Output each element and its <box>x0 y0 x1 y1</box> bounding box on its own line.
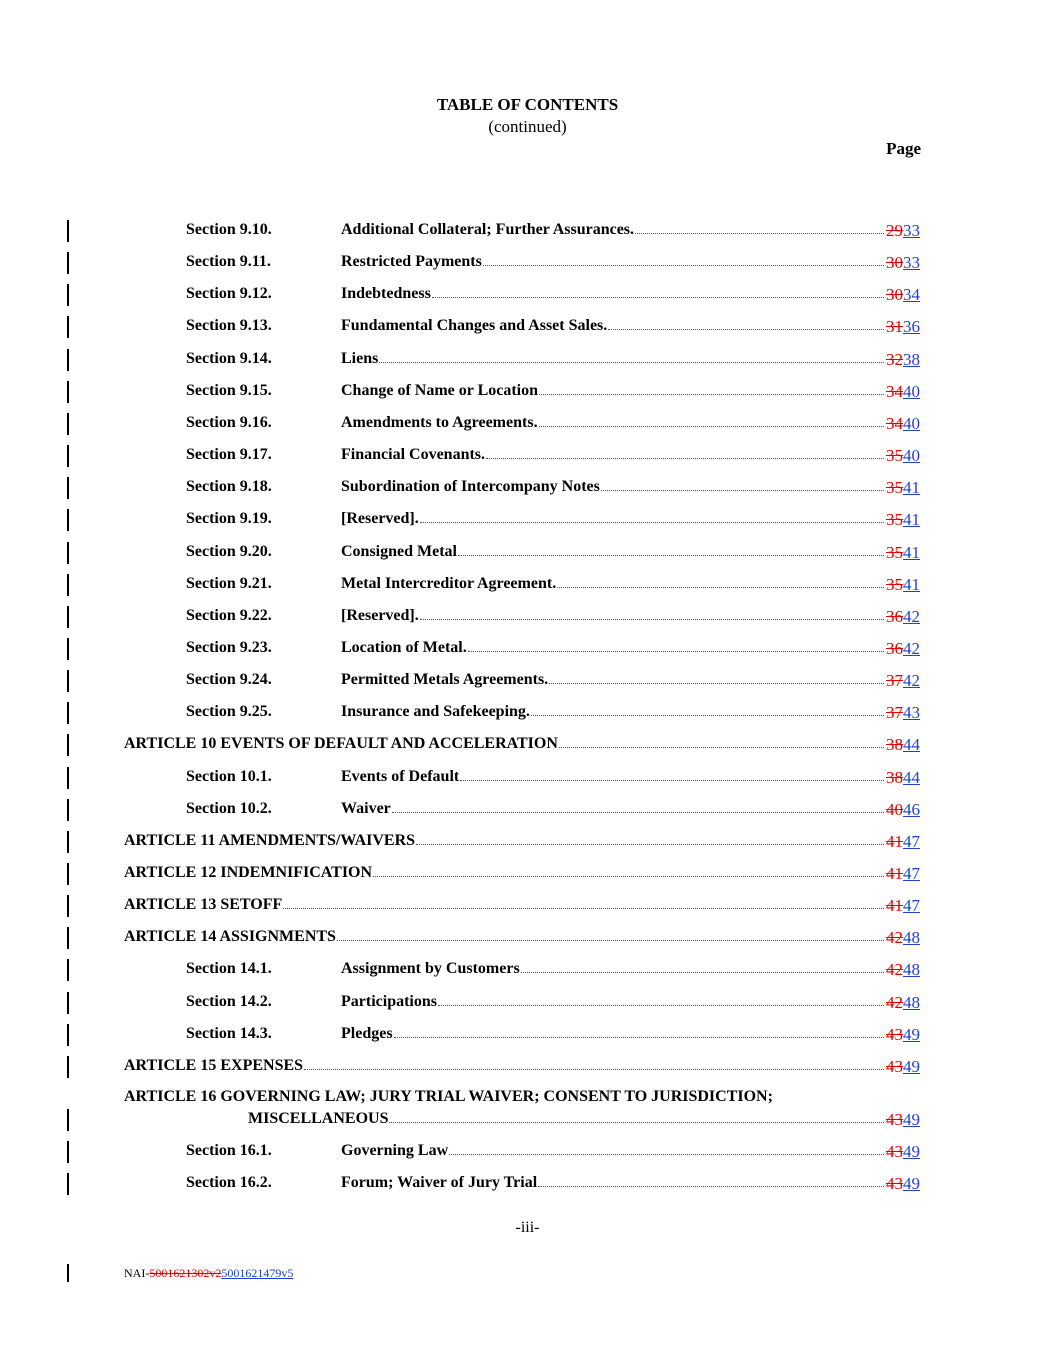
doc-id-old: 5001621302v2 <box>149 1266 222 1280</box>
toc-entry-article-16[interactable] <box>0 1110 1055 1134</box>
section-number: Section 9.17. <box>186 446 272 464</box>
section-title: Insurance and Safekeeping. <box>341 703 530 721</box>
dot-leader <box>373 875 884 877</box>
section-title: Participations <box>341 992 437 1010</box>
toc-entry-section[interactable] <box>0 607 1055 631</box>
page-new[interactable]: 49 <box>903 1142 920 1161</box>
change-bar <box>67 252 69 274</box>
change-bar <box>67 316 69 338</box>
section-title: Liens <box>341 349 379 367</box>
page-ref <box>886 639 920 659</box>
page-ref <box>886 960 920 980</box>
page-old: 43 <box>886 1024 903 1044</box>
dot-leader <box>283 907 884 909</box>
page-new[interactable]: 48 <box>903 992 920 1012</box>
toc-entry-section[interactable] <box>0 1142 1055 1166</box>
page-old: 35 <box>886 510 903 530</box>
page-ref <box>886 607 920 627</box>
page-old: 35 <box>886 542 903 562</box>
section-title: Forum; Waiver of Jury Trial <box>341 1174 538 1191</box>
dot-leader <box>521 971 884 973</box>
page-new[interactable]: 42 <box>903 606 920 626</box>
section-title: [Reserved]. <box>341 606 419 624</box>
section-number: Section 9.18. <box>186 478 272 496</box>
toc-entry-article[interactable] <box>0 1057 1055 1081</box>
page-old: 41 <box>886 896 903 916</box>
section-number: Section 9.25. <box>186 703 272 721</box>
dot-leader <box>389 1121 884 1123</box>
page-ref <box>886 768 920 788</box>
section-title: Pledges <box>341 1024 393 1042</box>
page-new[interactable]: 41 <box>903 478 920 498</box>
change-bar <box>67 767 69 789</box>
section-title: Waiver <box>341 799 391 817</box>
dot-leader <box>460 779 884 781</box>
page-old: 35 <box>886 478 903 498</box>
page-old: 36 <box>886 638 903 658</box>
page-old: 30 <box>886 285 903 305</box>
page-ref <box>886 1142 920 1162</box>
toc-entry-article[interactable] <box>0 832 1055 856</box>
toc-title: TABLE OF CONTENTS <box>436 95 619 114</box>
section-title: Subordination of Intercompany Notes <box>341 478 600 496</box>
document-id <box>124 1266 293 1281</box>
toc-entry-section[interactable] <box>0 1174 1055 1198</box>
doc-id-prefix: NAI- <box>124 1266 150 1280</box>
dot-leader <box>449 1153 884 1155</box>
change-bar <box>67 959 69 981</box>
section-title: Events of Default <box>341 767 460 785</box>
section-number: Section 9.16. <box>186 413 272 431</box>
page-old: 43 <box>886 1142 903 1161</box>
section-title: Indebtedness <box>341 285 431 303</box>
page-new[interactable]: 47 <box>903 831 920 851</box>
section-number: Section 9.10. <box>186 221 272 238</box>
change-bar <box>67 1056 69 1078</box>
section-title: Governing Law <box>341 1142 449 1159</box>
dot-leader <box>608 328 884 330</box>
toc-entry-section[interactable] <box>0 414 1055 438</box>
toc-entry-section[interactable] <box>0 253 1055 277</box>
toc-entry-article[interactable] <box>0 864 1055 888</box>
toc-entry-section[interactable] <box>0 382 1055 406</box>
dot-leader <box>416 843 884 845</box>
section-title: Permitted Metals Agreements. <box>341 671 549 689</box>
page-old: 37 <box>886 703 903 723</box>
dot-leader <box>538 1185 884 1187</box>
page-new[interactable]: 44 <box>903 735 920 755</box>
page-ref <box>886 703 920 723</box>
toc-entry-section[interactable] <box>0 993 1055 1017</box>
page-ref <box>886 832 920 852</box>
change-bar <box>67 638 69 660</box>
page-ref <box>886 382 920 402</box>
section-title: Change of Name or Location <box>341 381 539 399</box>
page-new[interactable]: 40 <box>903 446 920 466</box>
change-bar <box>67 1173 69 1195</box>
section-number: Section 14.3. <box>186 1024 272 1042</box>
dot-leader <box>549 682 884 684</box>
article-title: ARTICLE 13 SETOFF <box>124 896 283 914</box>
change-bar <box>67 799 69 821</box>
page-ref <box>886 864 920 884</box>
change-bar <box>67 413 69 435</box>
toc-entry-section[interactable] <box>0 800 1055 824</box>
section-number: Section 10.2. <box>186 799 272 817</box>
page-new[interactable]: 44 <box>903 767 920 787</box>
section-number: Section 16.1. <box>186 1142 272 1159</box>
page-ref <box>886 896 920 916</box>
page-ref <box>886 221 920 241</box>
page-new[interactable]: 40 <box>903 413 920 433</box>
section-title: Location of Metal. <box>341 638 467 656</box>
page-old: 42 <box>886 960 903 980</box>
page-old: 34 <box>886 413 903 433</box>
dot-leader <box>635 232 884 234</box>
page-ref <box>886 1110 920 1130</box>
page-old: 38 <box>886 735 903 755</box>
page-old: 37 <box>886 671 903 691</box>
toc-entry-section[interactable] <box>0 703 1055 727</box>
page-column-label: Page <box>886 139 921 158</box>
section-title: [Reserved]. <box>341 510 419 528</box>
page-old: 41 <box>886 831 903 851</box>
toc-entry-article[interactable] <box>0 896 1055 920</box>
page-old: 35 <box>886 446 903 466</box>
section-number: Section 14.2. <box>186 992 272 1010</box>
change-bar <box>67 831 69 853</box>
toc-subtitle: (continued) <box>488 117 567 136</box>
page-new[interactable]: 41 <box>903 542 920 562</box>
page-ref <box>886 735 920 755</box>
toc-entry-section[interactable] <box>0 446 1055 470</box>
dot-leader <box>304 1068 884 1070</box>
page-old: 36 <box>886 606 903 626</box>
toc-entry-section[interactable] <box>0 317 1055 341</box>
page-new[interactable]: 41 <box>903 574 920 594</box>
article-title: ARTICLE 10 EVENTS OF DEFAULT AND ACCELERATION <box>124 735 558 753</box>
section-number: Section 9.14. <box>186 349 272 367</box>
dot-leader <box>458 554 884 556</box>
section-title: Additional Collateral; Further Assurances. <box>341 221 635 238</box>
section-number: Section 9.22. <box>186 606 272 624</box>
doc-id-new[interactable]: 5001621479v5 <box>221 1266 294 1280</box>
page-new[interactable]: 42 <box>903 671 920 691</box>
dot-leader <box>420 521 884 523</box>
page-new[interactable]: 47 <box>903 864 920 883</box>
page-new[interactable]: 40 <box>903 381 920 401</box>
dot-leader <box>559 746 884 748</box>
page-ref <box>886 575 920 595</box>
dot-leader <box>483 264 884 266</box>
page-new[interactable]: 43 <box>903 703 920 723</box>
change-bar <box>67 702 69 724</box>
dot-leader <box>379 361 884 363</box>
page-ref <box>886 317 920 337</box>
toc-entry-section[interactable] <box>0 510 1055 534</box>
page-new[interactable]: 46 <box>903 799 920 819</box>
section-number: Section 9.12. <box>186 285 272 303</box>
dot-leader <box>539 393 884 395</box>
page-ref <box>886 510 920 530</box>
change-bar <box>67 1264 69 1282</box>
page-new[interactable]: 48 <box>903 928 920 948</box>
change-bar <box>67 734 69 756</box>
dot-leader <box>468 650 884 652</box>
page-old: 43 <box>886 1174 903 1193</box>
toc-entry-section[interactable] <box>0 671 1055 695</box>
page-new[interactable]: 34 <box>903 285 920 305</box>
change-bar <box>67 381 69 403</box>
change-bar <box>67 349 69 371</box>
toc-entry-article[interactable] <box>0 735 1055 759</box>
page-ref <box>886 1025 920 1045</box>
dot-leader <box>539 425 884 427</box>
page-old: 42 <box>886 928 903 948</box>
page-new[interactable]: 33 <box>903 221 920 240</box>
article-16-line1: ARTICLE 16 GOVERNING LAW; JURY TRIAL WAIVER; CONSENT TO JURISDICTION; <box>124 1088 773 1105</box>
section-title: Assignment by Customers <box>341 960 520 978</box>
page-old: 43 <box>886 1110 903 1129</box>
dot-leader <box>557 586 884 588</box>
change-bar <box>67 477 69 499</box>
dot-leader <box>486 457 884 459</box>
change-bar <box>67 1109 69 1131</box>
change-bar <box>67 542 69 564</box>
page-ref <box>886 478 920 498</box>
change-bar <box>67 895 69 917</box>
section-title: Fundamental Changes and Asset Sales. <box>341 317 608 335</box>
page-old: 30 <box>886 253 903 273</box>
dot-leader <box>601 489 884 491</box>
toc-entry-section[interactable] <box>0 350 1055 374</box>
page-ref <box>886 543 920 563</box>
dot-leader <box>337 939 884 941</box>
change-bar <box>67 992 69 1014</box>
page-ref <box>886 800 920 820</box>
page-ref <box>886 993 920 1013</box>
toc-entry-section[interactable] <box>0 960 1055 984</box>
change-bar <box>67 284 69 306</box>
page-ref <box>886 446 920 466</box>
change-bar <box>67 863 69 885</box>
dot-leader <box>420 618 884 620</box>
dot-leader <box>432 296 884 298</box>
dot-leader <box>392 811 884 813</box>
page-old: 38 <box>886 767 903 787</box>
page-new[interactable]: 38 <box>903 349 920 369</box>
section-title: Amendments to Agreements. <box>341 413 538 431</box>
toc-entry-section[interactable] <box>0 543 1055 567</box>
toc-entry-section[interactable] <box>0 478 1055 502</box>
page-ref <box>886 253 920 273</box>
section-number: Section 9.19. <box>186 510 272 528</box>
dot-leader <box>531 714 884 716</box>
page-old: 34 <box>886 381 903 401</box>
section-title: Consigned Metal <box>341 542 457 560</box>
page-ref <box>886 1057 920 1077</box>
page-new[interactable]: 33 <box>903 253 920 273</box>
change-bar <box>67 509 69 531</box>
page-ref <box>886 1174 920 1194</box>
toc-entry-section[interactable] <box>0 1025 1055 1049</box>
page-old: 40 <box>886 799 903 819</box>
toc-entry-article[interactable] <box>0 928 1055 952</box>
section-number: Section 14.1. <box>186 960 272 978</box>
page-new[interactable]: 49 <box>903 1110 920 1129</box>
page-ref <box>886 285 920 305</box>
dot-leader <box>394 1036 884 1038</box>
section-number: Section 9.24. <box>186 671 272 689</box>
toc-entry-section[interactable] <box>0 221 1055 245</box>
section-number: Section 9.13. <box>186 317 272 335</box>
page-old: 42 <box>886 992 903 1012</box>
toc-entry-section[interactable] <box>0 575 1055 599</box>
section-number: Section 9.20. <box>186 542 272 560</box>
section-title: Restricted Payments <box>341 253 482 271</box>
page-new[interactable]: 36 <box>903 317 920 337</box>
page-ref <box>886 671 920 691</box>
page-ref <box>886 928 920 948</box>
change-bar <box>67 1024 69 1046</box>
page-ref <box>886 414 920 434</box>
change-bar <box>67 670 69 692</box>
section-number: Section 9.21. <box>186 574 272 592</box>
page-new[interactable]: 41 <box>903 510 920 530</box>
page-new[interactable]: 42 <box>903 638 920 658</box>
article-title: ARTICLE 15 EXPENSES <box>124 1056 304 1074</box>
toc-entry-section[interactable] <box>0 639 1055 663</box>
dot-leader <box>438 1004 884 1006</box>
article-title: ARTICLE 12 INDEMNIFICATION <box>124 864 373 881</box>
page-ref <box>886 350 920 370</box>
section-title: Metal Intercreditor Agreement. <box>341 574 557 592</box>
section-number: Section 10.1. <box>186 767 272 785</box>
article-16-line2: MISCELLANEOUS <box>248 1110 389 1127</box>
page-new[interactable]: 48 <box>903 960 920 980</box>
section-number: Section 9.23. <box>186 638 272 656</box>
section-number: Section 16.2. <box>186 1174 272 1191</box>
page-old: 41 <box>886 864 903 883</box>
page-new[interactable]: 49 <box>903 1024 920 1044</box>
change-bar <box>67 927 69 949</box>
page-number: -iii- <box>515 1219 540 1236</box>
change-bar <box>67 606 69 628</box>
change-bar <box>67 445 69 467</box>
page-old: 31 <box>886 317 903 337</box>
page-old: 29 <box>886 221 903 240</box>
page-old: 43 <box>886 1056 903 1076</box>
toc-entry-section[interactable] <box>0 285 1055 309</box>
page-old: 35 <box>886 574 903 594</box>
section-number: Section 9.15. <box>186 381 272 399</box>
toc-entry-section[interactable] <box>0 768 1055 792</box>
section-number: Section 9.11. <box>186 253 271 271</box>
page-old: 32 <box>886 349 903 369</box>
article-title: ARTICLE 14 ASSIGNMENTS <box>124 928 336 946</box>
change-bar <box>67 220 69 242</box>
change-bar <box>67 574 69 596</box>
page-new[interactable]: 47 <box>903 896 920 916</box>
page-new[interactable]: 49 <box>903 1056 920 1076</box>
section-title: Financial Covenants. <box>341 446 486 464</box>
article-title: ARTICLE 11 AMENDMENTS/WAIVERS <box>124 831 416 849</box>
change-bar <box>67 1141 69 1163</box>
page-new[interactable]: 49 <box>903 1174 920 1193</box>
